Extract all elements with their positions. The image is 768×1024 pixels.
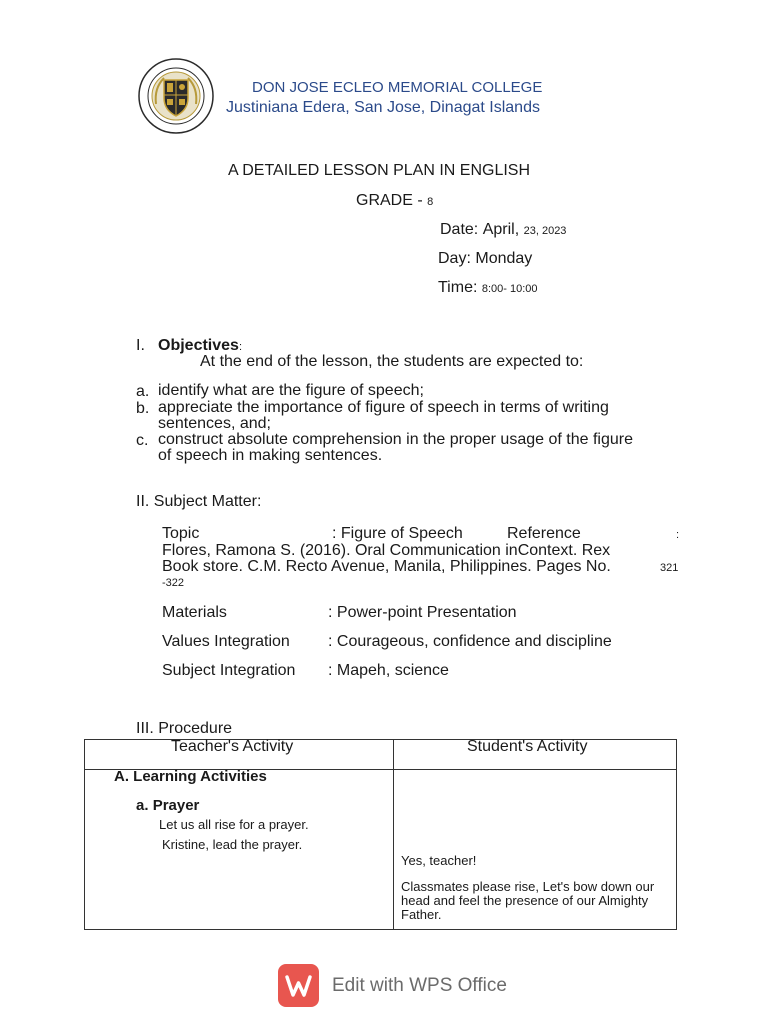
time-value: 8:00- 10:00 [481,283,538,295]
grade-label: GRADE - [356,192,423,209]
objectives-heading: Objectives [158,337,239,354]
teacher-line: Kristine, lead the prayer. [162,837,303,852]
date-value: April, [482,221,520,238]
grade-value: 8 [427,196,434,208]
time-line [438,279,538,297]
objective-letter: c. [136,432,149,449]
materials-label: Materials [162,604,227,621]
prayer-subheading-line [136,797,199,814]
topic-value: : Figure of Speech [332,525,463,542]
student-line: Classmates please rise, Let's bow down our head and feel the presence of our Almighty Father. [401,879,655,922]
reference-pages-a: 321 [660,562,679,574]
date-line [440,221,566,239]
day-line [438,250,532,268]
teacher-line: Let us all rise for a prayer. [159,817,309,832]
objectives-heading-colon: : [238,341,242,353]
reference-line2: Book store. C.M. Recto Avenue, Manila, Philippines. Pages No. [162,558,611,575]
reference-colon: : [676,529,680,541]
prayer-heading: Prayer [152,797,200,814]
college-seal-logo [138,58,214,134]
objective-letter: b. [136,400,150,417]
objectives-intro: At the end of the lesson, the students are expected to: [200,353,584,370]
values-integration-value: : Courageous, confidence and discipline [328,633,612,650]
college-name: DON JOSE ECLEO MEMORIAL COLLEGE [252,79,543,96]
grade-line [356,192,433,210]
time-label: Time: [438,279,478,296]
subject-integration-value: : Mapeh, science [328,662,449,679]
materials-value: : Power-point Presentation [328,604,517,621]
student-line: Yes, teacher! [401,853,477,868]
learning-activities-heading: A. Learning Activities [114,768,267,785]
lesson-plan-title: A DETAILED LESSON PLAN IN ENGLISH [228,162,531,179]
procedure-heading: Procedure [158,720,233,737]
edit-with-wps-link[interactable]: Edit with WPS Office [332,975,507,996]
objective-letter: a. [136,383,150,400]
college-address: Justiniana Edera, San Jose, Dinagat Islands [226,99,540,116]
day-value: Monday [475,250,533,267]
topic-label: Topic [162,525,200,542]
student-activity-header: Student's Activity [467,738,588,755]
date-label: Date: [440,221,479,238]
objective-item: identify what are the figure of speech; [158,382,424,399]
values-integration-label: Values Integration [162,633,290,650]
wps-office-icon[interactable] [278,964,319,1007]
prayer-letter: a. [136,797,149,814]
reference-pages-b: -322 [162,577,185,589]
subject-integration-label: Subject Integration [162,662,296,679]
objective-item: appreciate the importance of figure of speech in terms of writing sentences, and; [158,399,609,432]
procedure-table [84,739,677,930]
reference-label: Reference [507,525,581,542]
objectives-numeral: I. [136,337,145,354]
subject-matter-numeral: II. [136,493,150,510]
subject-matter-heading: Subject Matter: [153,493,262,510]
subject-matter-heading-line [136,493,261,511]
procedure-numeral: III. [136,720,154,737]
date-value-small: 23, 2023 [523,225,567,237]
objective-item: construct absolute comprehension in the proper usage of the figure of speech in making sentences. [158,431,633,464]
procedure-heading-line [136,720,232,738]
teacher-activity-header: Teacher's Activity [171,738,294,755]
day-label: Day: [438,250,471,267]
reference-line1: Flores, Ramona S. (2016). Oral Communication inContext. Rex [162,542,611,559]
